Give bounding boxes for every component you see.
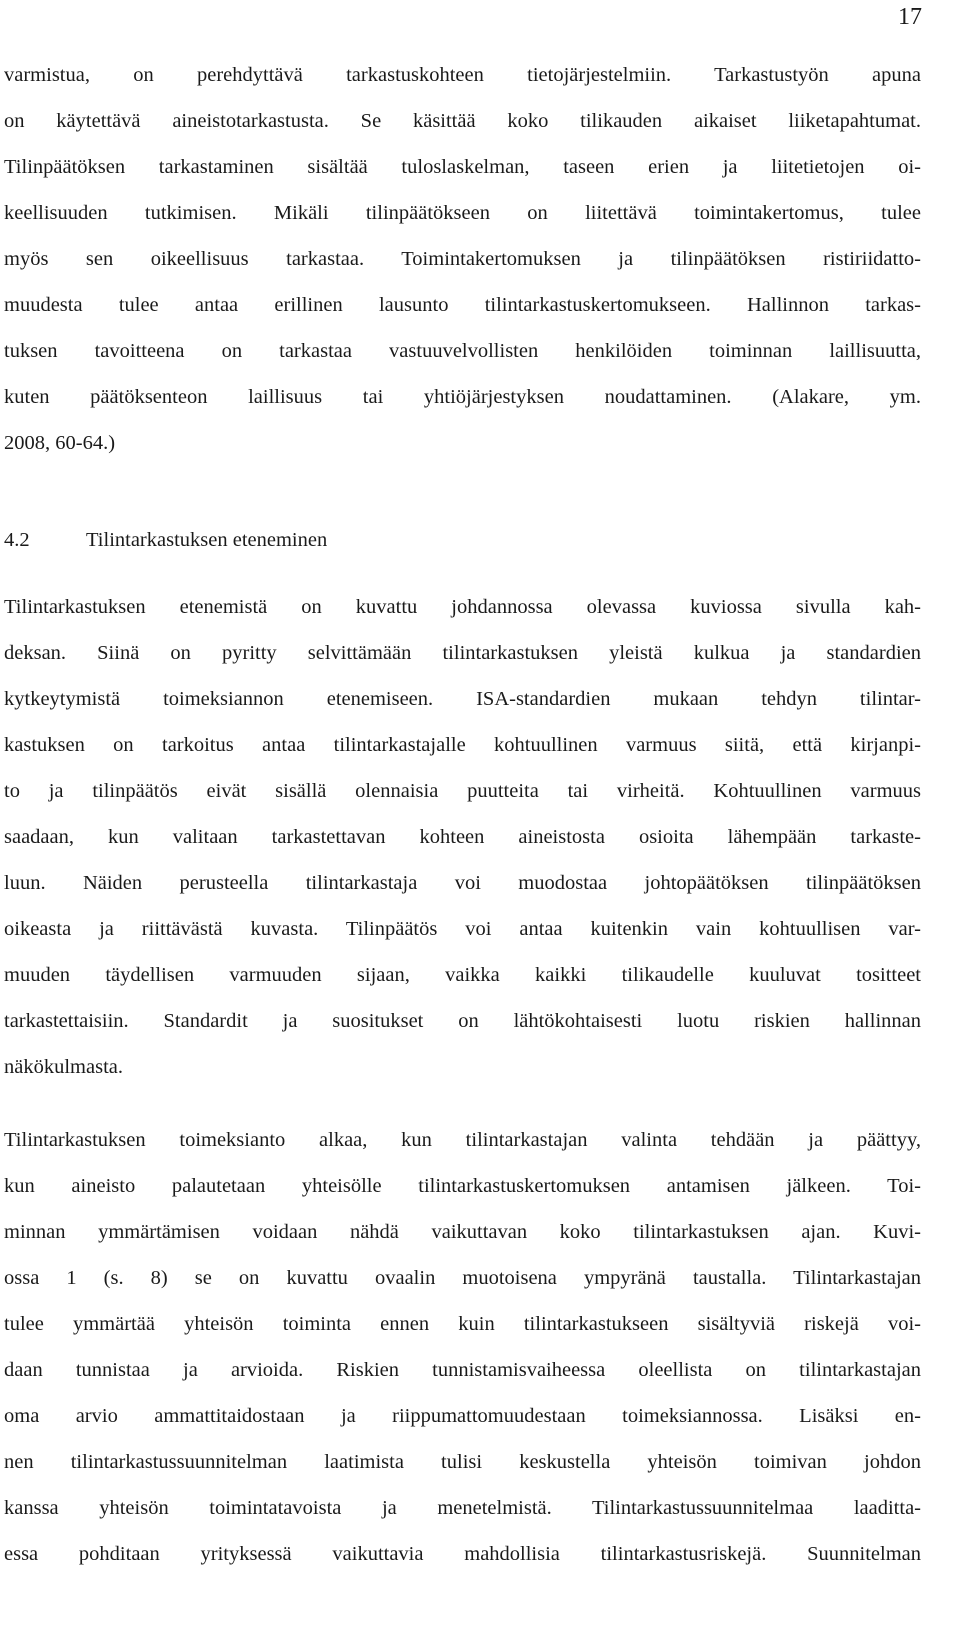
paragraph-line: oikeasta ja riittävästä kuvasta. Tilinpäätös voi antaa kuitenkin vain kohtuullisen var- [4, 918, 921, 940]
page-number: 17 [898, 4, 922, 30]
paragraph-line: keellisuuden tutkimisen. Mikäli tilinpäätökseen on liitettävä toimintakertomus, tulee [4, 202, 921, 224]
paragraph-line: tulee ymmärtää yhteisön toiminta ennen kuin tilintarkastukseen sisältyviä riskejä voi- [4, 1313, 921, 1335]
paragraph-line: 2008, 60-64.) [4, 432, 116, 454]
section-number: 4.2 [4, 529, 30, 551]
paragraph-line: on käytettävä aineistotarkastusta. Se käsittää koko tilikauden aikaiset liiketapahtumat. [4, 110, 921, 132]
paragraph-line: Tilintarkastuksen etenemistä on kuvattu johdannossa olevassa kuviossa sivulla kah- [4, 596, 921, 618]
section-heading [4, 517, 327, 563]
paragraph-line: nen tilintarkastussuunnitelman laatimista tulisi keskustella yhteisön toimivan johdon [4, 1451, 921, 1473]
paragraph-line: kanssa yhteisön toimintatavoista ja menetelmistä. Tilintarkastussuunnitelmaa laaditta- [4, 1497, 921, 1519]
paragraph-line: luun. Näiden perusteella tilintarkastaja voi muodostaa johtopäätöksen tilinpäätöksen [4, 872, 921, 894]
paragraph-line: daan tunnistaa ja arvioida. Riskien tunnistamisvaiheessa oleellista on tilintarkastajan [4, 1359, 921, 1381]
paragraph-line: Tilintarkastuksen toimeksianto alkaa, kun tilintarkastajan valinta tehdään ja päättyy, [4, 1129, 921, 1151]
paragraph-line: kuten päätöksenteon laillisuus tai yhtiöjärjestyksen noudattaminen. (Alakare, ym. [4, 386, 921, 408]
section-title: Tilintarkastuksen eteneminen [86, 529, 328, 551]
paragraph-line: varmistua, on perehdyttävä tarkastuskohteen tietojärjestelmiin. Tarkastustyön apuna [4, 64, 921, 86]
paragraph-line: myös sen oikeellisuus tarkastaa. Toimintakertomuksen ja tilinpäätöksen ristiriidatto- [4, 248, 921, 270]
paragraph-line: to ja tilinpäätös eivät sisällä olennaisia puutteita tai virheitä. Kohtuullinen varmuus [4, 780, 921, 802]
paragraph-3 [4, 1117, 921, 1577]
paragraph-line: näkökulmasta. [4, 1056, 123, 1078]
paragraph-line: essa pohditaan yrityksessä vaikuttavia mahdollisia tilintarkastusriskejä. Suunnitelman [4, 1543, 921, 1565]
paragraph-line: tuksen tavoitteena on tarkastaa vastuuvelvollisten henkilöiden toiminnan laillisuutta, [4, 340, 921, 362]
paragraph-line: saadaan, kun valitaan tarkastettavan kohteen aineistosta osioita lähempään tarkaste- [4, 826, 921, 848]
paragraph-line: kun aineisto palautetaan yhteisölle tilintarkastuskertomuksen antamisen jälkeen. Toi- [4, 1175, 921, 1197]
paragraph-2 [4, 584, 921, 1090]
paragraph-line: kastuksen on tarkoitus antaa tilintarkastajalle kohtuullinen varmuus siitä, että kirjanpi- [4, 734, 921, 756]
paragraph-line: ossa 1 (s. 8) se on kuvattu ovaalin muotoisena ympyränä taustalla. Tilintarkastajan [4, 1267, 921, 1289]
paragraph-line: muuden täydellisen varmuuden sijaan, vaikka kaikki tilikaudelle kuuluvat tositteet [4, 964, 921, 986]
paragraph-line: Tilinpäätöksen tarkastaminen sisältää tuloslaskelman, taseen erien ja liitetietojen oi- [4, 156, 921, 178]
paragraph-line: minnan ymmärtämisen voidaan nähdä vaikuttavan koko tilintarkastuksen ajan. Kuvi- [4, 1221, 921, 1243]
paragraph-line: kytkeytymistä toimeksiannon etenemiseen. ISA-standardien mukaan tehdyn tilintar- [4, 688, 921, 710]
paragraph-line: deksan. Siinä on pyritty selvittämään tilintarkastuksen yleistä kulkua ja standardien [4, 642, 921, 664]
paragraph-line: oma arvio ammattitaidostaan ja riippumattomuudestaan toimeksiannossa. Lisäksi en- [4, 1405, 921, 1427]
paragraph-line: muudesta tulee antaa erillinen lausunto tilintarkastuskertomukseen. Hallinnon tarkas- [4, 294, 921, 316]
paragraph-1 [4, 52, 921, 466]
paragraph-line: tarkastettaisiin. Standardit ja suositukset on lähtökohtaisesti luotu riskien hallinnan [4, 1010, 921, 1032]
